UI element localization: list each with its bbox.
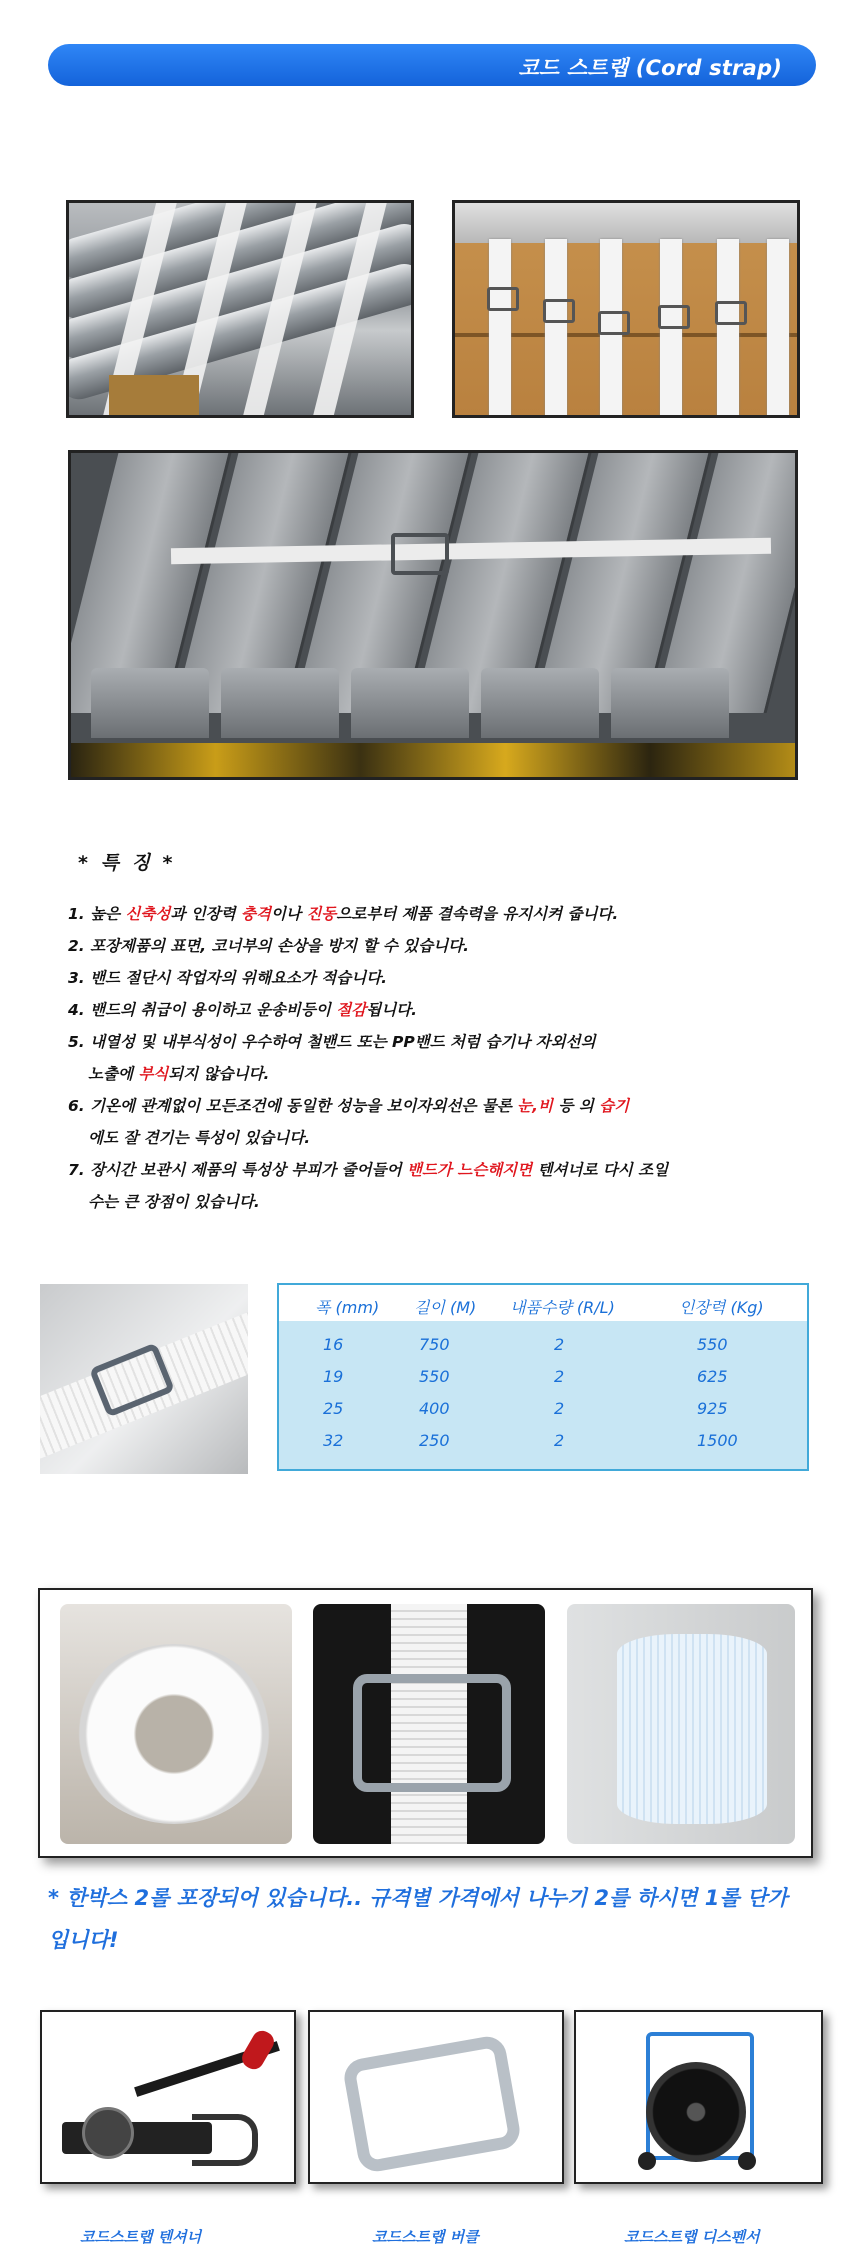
feature-item bbox=[68, 898, 788, 930]
feature-text: 2. 포장제품의 표면, 코너부의 손상을 방지 할 수 있습니다. bbox=[68, 937, 470, 955]
caption-buckle: 코드스트랩 버클 bbox=[372, 2228, 479, 2246]
cell-tensile: 625 bbox=[697, 1367, 728, 1386]
feature-item bbox=[68, 994, 788, 1026]
spec-table-header bbox=[279, 1291, 807, 1323]
feature-text: 1. 높은 bbox=[68, 905, 126, 923]
features-title: * 특 징 * bbox=[78, 852, 176, 874]
cell-quantity: 2 bbox=[554, 1431, 565, 1450]
feature-text: 텐셔너로 다시 조일 bbox=[532, 1161, 669, 1179]
cell-quantity: 2 bbox=[554, 1367, 565, 1386]
caption-tensioner: 코드스트랩 텐셔너 bbox=[80, 2228, 202, 2246]
header-length: 길이 (M) bbox=[414, 1298, 477, 1317]
feature-highlight: 밴드가 느슨해지면 bbox=[406, 1161, 533, 1179]
page-title: 코드 스트랩 (Cord strap) bbox=[518, 56, 782, 80]
feature-text: 으로부터 제품 결속력을 유지시켜 줍니다. bbox=[336, 905, 619, 923]
cell-quantity: 2 bbox=[554, 1335, 565, 1354]
spec-table bbox=[277, 1283, 809, 1471]
feature-highlight: 충격 bbox=[241, 905, 271, 923]
table-row bbox=[279, 1335, 807, 1367]
feature-item bbox=[68, 962, 788, 994]
photo-wire-buckle bbox=[308, 2010, 564, 2184]
feature-text: 과 인장력 bbox=[170, 905, 242, 923]
feature-text: 7. 장시간 보관시 제품의 특성상 부피가 줄어들어 bbox=[68, 1161, 407, 1179]
photo-strapped-steel-plates bbox=[68, 450, 798, 780]
feature-text: 5. 내열성 및 내부식성이 우수하여 철밴드 또는 PP밴드 처럼 습기나 자외선의 bbox=[68, 1033, 596, 1051]
cell-length: 750 bbox=[419, 1335, 450, 1354]
feature-item bbox=[68, 1122, 788, 1154]
cell-width: 19 bbox=[323, 1367, 344, 1386]
cell-length: 250 bbox=[419, 1431, 450, 1450]
feature-text: 이나 bbox=[270, 905, 307, 923]
feature-text: 노출에 bbox=[88, 1065, 139, 1083]
feature-text: 등 의 bbox=[553, 1097, 600, 1115]
photo-strap-spool bbox=[567, 1604, 795, 1844]
product-photos bbox=[38, 1588, 813, 1858]
feature-highlight: 눈,비 bbox=[517, 1097, 553, 1115]
photo-buckle-closeup bbox=[313, 1604, 545, 1844]
cell-tensile: 925 bbox=[697, 1399, 728, 1418]
feature-text: 되지 않습니다. bbox=[168, 1065, 270, 1083]
photo-strapped-pipes bbox=[66, 200, 414, 418]
photo-cord-strap-buckle bbox=[40, 1284, 248, 1474]
feature-item bbox=[68, 1058, 788, 1090]
cell-tensile: 1500 bbox=[697, 1431, 738, 1450]
feature-text: 에도 잘 견기는 특성이 있습니다. bbox=[88, 1129, 311, 1147]
feature-text: 4. 밴드의 취급이 용이하고 운송비등이 bbox=[68, 1001, 337, 1019]
packaging-note: * 한박스 2롤 포장되어 있습니다.. 규격별 가격에서 나누기 2를 하시면 1롤 단가 입니다! bbox=[48, 1886, 788, 1952]
feature-text: 됩니다. bbox=[366, 1001, 418, 1019]
photo-strap-roll bbox=[60, 1604, 292, 1844]
photo-dispenser bbox=[574, 2010, 823, 2184]
feature-highlight: 진동 bbox=[306, 905, 337, 923]
header-tensile: 인장력 (Kg) bbox=[679, 1298, 764, 1317]
header-bar bbox=[48, 44, 816, 86]
table-row bbox=[279, 1431, 807, 1463]
header-width: 폭 (mm) bbox=[315, 1298, 380, 1317]
table-row bbox=[279, 1399, 807, 1431]
caption-dispenser: 코드스트랩 디스펜서 bbox=[624, 2228, 760, 2246]
feature-text: 3. 밴드 절단시 작업자의 위해요소가 적습니다. bbox=[68, 969, 388, 987]
feature-highlight: 습기 bbox=[599, 1097, 630, 1115]
feature-item bbox=[68, 930, 788, 962]
cell-width: 16 bbox=[323, 1335, 344, 1354]
feature-item bbox=[68, 1090, 788, 1122]
table-row bbox=[279, 1367, 807, 1399]
feature-item bbox=[68, 1186, 788, 1218]
photo-tensioner bbox=[40, 2010, 296, 2184]
feature-item bbox=[68, 1154, 788, 1186]
feature-item bbox=[68, 1026, 788, 1058]
cell-width: 25 bbox=[323, 1399, 344, 1418]
cell-width: 32 bbox=[323, 1431, 344, 1450]
cell-tensile: 550 bbox=[697, 1335, 728, 1354]
cell-length: 550 bbox=[419, 1367, 450, 1386]
cell-length: 400 bbox=[419, 1399, 450, 1418]
feature-highlight: 절감 bbox=[336, 1001, 367, 1019]
photo-strapped-boxes bbox=[452, 200, 800, 418]
header-quantity: 내품수량 (R/L) bbox=[510, 1298, 615, 1317]
cell-quantity: 2 bbox=[554, 1399, 565, 1418]
feature-highlight: 부식 bbox=[138, 1065, 169, 1083]
feature-text: 6. 기온에 관계없이 모든조건에 동일한 성능을 보이자외선은 물론 bbox=[68, 1097, 518, 1115]
feature-highlight: 신축성 bbox=[125, 905, 171, 923]
features-list bbox=[68, 898, 788, 1218]
feature-text: 수는 큰 장점이 있습니다. bbox=[88, 1193, 260, 1211]
